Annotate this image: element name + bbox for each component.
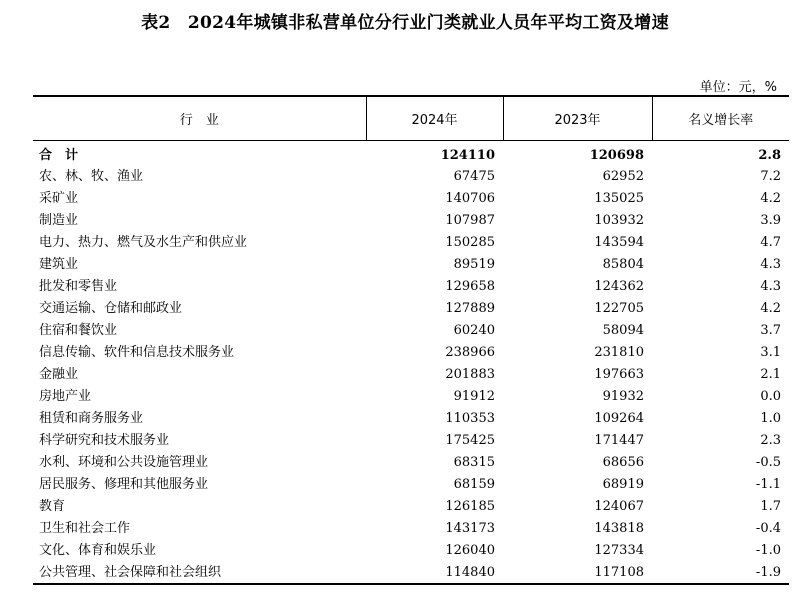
- growth-rate: -0.5: [755, 455, 781, 470]
- growth-rate: 1.0: [760, 411, 781, 426]
- growth-rate: 3.1: [760, 345, 781, 360]
- wage-2023: 127334: [594, 543, 644, 558]
- growth-rate: -0.4: [755, 521, 781, 536]
- header-2023: 2023年: [503, 96, 652, 140]
- wage-2024: 150285: [445, 235, 495, 250]
- wage-2024: 127889: [445, 301, 495, 316]
- industry-name: 卫生和社会工作: [39, 521, 131, 536]
- unit-label: 单位：元，%: [699, 80, 777, 95]
- table-row-total: [33, 140, 789, 166]
- wage-2024: 110353: [445, 411, 495, 426]
- table-row: [33, 540, 789, 562]
- wage-2023: 103932: [594, 213, 644, 228]
- wage-table: [33, 95, 789, 585]
- wage-2023: 171447: [594, 433, 644, 448]
- wage-2023: 122705: [594, 301, 644, 316]
- growth-rate: 4.7: [760, 235, 781, 250]
- table-body: [33, 140, 789, 584]
- industry-name: 房地产业: [39, 389, 92, 404]
- wage-2024: 91912: [453, 389, 495, 404]
- growth-rate: 4.2: [760, 191, 781, 206]
- table-row: [33, 166, 789, 188]
- wage-2024: 68159: [453, 477, 495, 492]
- industry-name: 建筑业: [39, 257, 79, 272]
- header-industry: 行 业: [179, 112, 219, 128]
- growth-rate: 1.7: [760, 499, 781, 514]
- industry-name: 金融业: [39, 367, 79, 382]
- wage-2024: 67475: [453, 169, 495, 184]
- table-row: [33, 386, 789, 408]
- table-row: [33, 518, 789, 540]
- wage-2024: 68315: [453, 455, 495, 470]
- table-row: [33, 320, 789, 342]
- wage-2024: 140706: [445, 191, 495, 206]
- wage-2023: 109264: [594, 411, 644, 426]
- growth-rate: -1.1: [755, 477, 781, 492]
- industry-name: 制造业: [39, 213, 79, 228]
- wage-2023: 120698: [589, 147, 644, 163]
- wage-2024: 129658: [445, 279, 495, 294]
- growth-rate: 7.2: [760, 169, 781, 184]
- wage-2023: 124067: [594, 499, 644, 514]
- wage-2023: 91932: [602, 389, 644, 404]
- table-row: [33, 188, 789, 210]
- wage-2023: 197663: [594, 367, 644, 382]
- table-row: [33, 562, 789, 584]
- table-row: [33, 496, 789, 518]
- wage-2024: 107987: [445, 213, 495, 228]
- table-row: [33, 364, 789, 386]
- industry-name: 交通运输、仓储和邮政业: [39, 301, 183, 316]
- wage-2023: 124362: [594, 279, 644, 294]
- industry-name: 公共管理、社会保障和社会组织: [39, 564, 222, 580]
- growth-rate: 2.8: [758, 147, 781, 163]
- industry-name: 科学研究和技术服务业: [39, 433, 170, 448]
- growth-rate: 2.3: [760, 433, 781, 448]
- wage-2023: 58094: [602, 323, 644, 338]
- table-row: [33, 298, 789, 320]
- wage-2024: 126040: [445, 543, 495, 558]
- wage-2024: 201883: [445, 367, 495, 382]
- wage-2024: 89519: [453, 257, 495, 272]
- wage-2023: 231810: [594, 345, 644, 360]
- table-header: [33, 96, 789, 140]
- industry-name: 合 计: [39, 147, 79, 163]
- wage-2023: 68656: [602, 455, 644, 470]
- wage-2024: 238966: [445, 345, 495, 360]
- industry-name: 信息传输、软件和信息技术服务业: [39, 345, 235, 360]
- table-row: [33, 232, 789, 254]
- wage-2023: 143818: [594, 521, 644, 536]
- table-row: [33, 276, 789, 298]
- header-2024: 2024年: [366, 96, 503, 140]
- wage-2023: 135025: [594, 191, 644, 206]
- wage-2024: 114840: [445, 564, 495, 580]
- wage-2024: 60240: [453, 323, 495, 338]
- growth-rate: 4.3: [760, 279, 781, 294]
- growth-rate: 4.3: [760, 257, 781, 272]
- table-row: [33, 342, 789, 364]
- growth-rate: 0.0: [760, 389, 781, 404]
- industry-name: 水利、环境和公共设施管理业: [39, 455, 209, 470]
- wage-2023: 85804: [602, 257, 644, 272]
- wage-2024: 124110: [440, 147, 495, 163]
- wage-2023: 62952: [602, 169, 644, 184]
- wage-2024: 126185: [445, 499, 495, 514]
- table-row: [33, 430, 789, 452]
- wage-2023: 68919: [602, 477, 644, 492]
- industry-name: 居民服务、修理和其他服务业: [39, 477, 209, 492]
- industry-name: 文化、体育和娱乐业: [39, 543, 157, 558]
- wage-2023: 117108: [594, 564, 644, 580]
- industry-name: 教育: [39, 499, 66, 514]
- wage-2023: 143594: [594, 235, 644, 250]
- industry-name: 租赁和商务服务业: [39, 411, 144, 426]
- table-row: [33, 254, 789, 276]
- table-row: [33, 210, 789, 232]
- growth-rate: -1.0: [755, 543, 781, 558]
- growth-rate: 2.1: [760, 367, 781, 382]
- industry-name: 农、林、牧、渔业: [39, 169, 144, 184]
- industry-name: 电力、热力、燃气及水生产和供应业: [39, 235, 248, 250]
- industry-name: 住宿和餐饮业: [39, 323, 118, 338]
- industry-name: 采矿业: [39, 191, 79, 206]
- wage-2024: 175425: [445, 433, 495, 448]
- growth-rate: -1.9: [755, 564, 781, 580]
- wage-2024: 143173: [445, 521, 495, 536]
- table-row: [33, 474, 789, 496]
- table-row: [33, 452, 789, 474]
- growth-rate: 3.9: [760, 213, 781, 228]
- growth-rate: 4.2: [760, 301, 781, 316]
- table-title: 表2 2024年城镇非私营单位分行业门类就业人员年平均工资及增速: [141, 13, 669, 33]
- header-growth: 名义增长率: [652, 96, 789, 140]
- growth-rate: 3.7: [760, 323, 781, 338]
- industry-name: 批发和零售业: [39, 279, 118, 294]
- table-row: [33, 408, 789, 430]
